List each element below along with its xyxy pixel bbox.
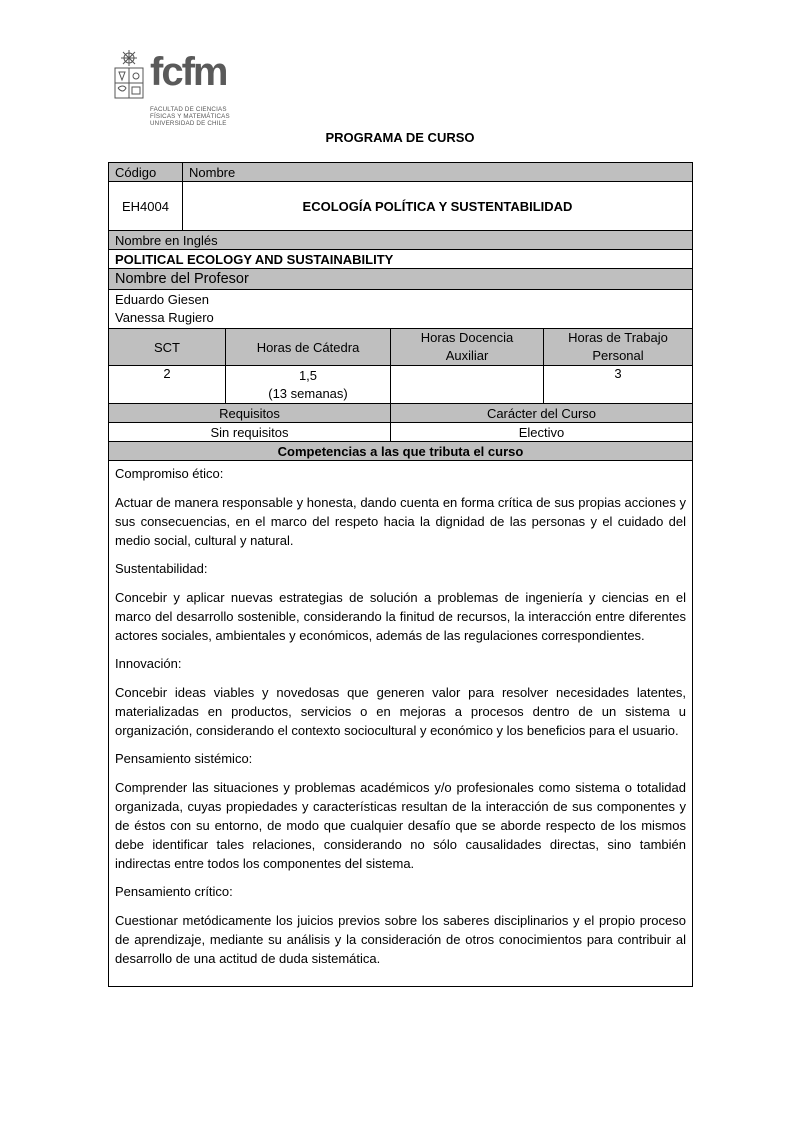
university-crest-icon — [112, 50, 146, 102]
auxiliar-hours-label: Horas Docencia Auxiliar — [391, 329, 544, 365]
competency-title: Pensamiento sistémico: — [115, 751, 253, 766]
requirements-header-row — [109, 404, 692, 423]
competency-title: Innovación: — [115, 656, 182, 671]
professor-names-row — [109, 290, 692, 329]
hours-header-row — [109, 329, 692, 366]
competency-text: Cuestionar metódicamente los juicios previos sobre los saberes disciplinarios y el propio proceso de aprendizaje, mediante su análisis y la consideración de otros conocimientos para contribuir al desarrollo de una actitud de duda sistemática. — [115, 913, 686, 966]
competency-text: Comprender las situaciones y problemas académicos y/o profesionales como sistema o totalidad organizada, cuyas propiedades y características resultan de la interacción de sus componentes y de éstos con su entorno, de modo que cualquier desafío que se aborde respecto de los mismos debe identificar tales relaciones, considerando no sólo causalidades directas, sino también indirectas entre todos los componentes del sistema. — [115, 780, 686, 871]
professor-name: Eduardo Giesen — [115, 292, 209, 307]
competencies-header: Competencias a las que tributa el curso — [277, 443, 524, 459]
competency-text: Concebir ideas viables y novedosas que generen valor para resolver necesidades latentes, materializadas en productos, servicios o en mejoras a procesos dentro de un sistema u organización, considerando el contexto sociocultural y económico y los beneficios para el usuario. — [115, 685, 686, 738]
requirements-value: Sin requisitos — [109, 423, 391, 441]
competencies-content-row — [109, 461, 692, 986]
course-type-value: Electivo — [518, 424, 565, 440]
sct-label: SCT — [109, 329, 226, 365]
requirements-value-row — [109, 423, 692, 442]
competency-title: Pensamiento crítico: — [115, 884, 233, 899]
competency-item — [115, 655, 686, 740]
competency-title: Compromiso ético: — [115, 466, 224, 481]
professor-names — [109, 290, 692, 328]
competencies-list — [109, 461, 692, 986]
code-name-value-row — [109, 182, 692, 231]
requirements-label: Requisitos — [109, 404, 391, 422]
sct-value: 2 — [109, 366, 226, 403]
competency-text: Actuar de manera responsable y honesta, dando cuenta en forma crítica de sus propias acciones y sus consecuencias, en el marco del respeto hacia la dignidad de las personas y el cuidado del medio social, cultural y natural. — [115, 495, 686, 548]
english-name-row — [109, 250, 692, 269]
catedra-hours-label: Horas de Cátedra — [226, 329, 391, 365]
course-code: EH4004 — [109, 182, 183, 230]
course-type-label: Carácter del Curso — [486, 405, 597, 421]
competency-item — [115, 883, 686, 968]
competency-item — [115, 750, 686, 873]
nombre-label: Nombre — [189, 164, 236, 180]
personal-hours-value: 3 — [614, 366, 622, 381]
english-name-label: Nombre en Inglés — [115, 232, 218, 248]
codigo-label: Código — [109, 163, 183, 181]
auxiliar-hours-value — [391, 366, 544, 403]
professor-label-row — [109, 269, 692, 290]
hours-values-row — [109, 366, 692, 404]
english-name-label-row — [109, 231, 692, 250]
personal-hours-label: Horas de Trabajo Personal — [568, 330, 668, 363]
page-title: PROGRAMA DE CURSO — [325, 130, 475, 145]
competency-item — [115, 560, 686, 645]
professor-label: Nombre del Profesor — [115, 271, 249, 287]
competency-title: Sustentabilidad: — [115, 561, 208, 576]
competency-item — [115, 465, 686, 550]
logo-wordmark: fcfm — [150, 50, 227, 94]
professor-name: Vanessa Rugiero — [115, 310, 214, 325]
competency-text: Concebir y aplicar nuevas estrategias de solución a problemas de ingeniería y ciencias en el marco del desarrollo sostenible, considerando la finitud de recursos, la interacción entre diferentes actores sociales, ambientales y económicos, además de las regulaciones correspondientes. — [115, 590, 686, 643]
code-name-header-row — [109, 163, 692, 182]
catedra-hours-value: 1,5 (13 semanas) — [226, 366, 391, 403]
fcfm-logo — [112, 46, 242, 132]
course-program-table — [108, 162, 693, 987]
english-name: POLITICAL ECOLOGY AND SUSTAINABILITY — [115, 251, 394, 267]
competencies-header-row — [109, 442, 692, 461]
course-name: ECOLOGÍA POLÍTICA Y SUSTENTABILIDAD — [302, 198, 573, 214]
logo-subtitle: FACULTAD DE CIENCIAS FÍSICAS Y MATEMÁTICAS UNIVERSIDAD DE CHILE — [150, 106, 230, 127]
